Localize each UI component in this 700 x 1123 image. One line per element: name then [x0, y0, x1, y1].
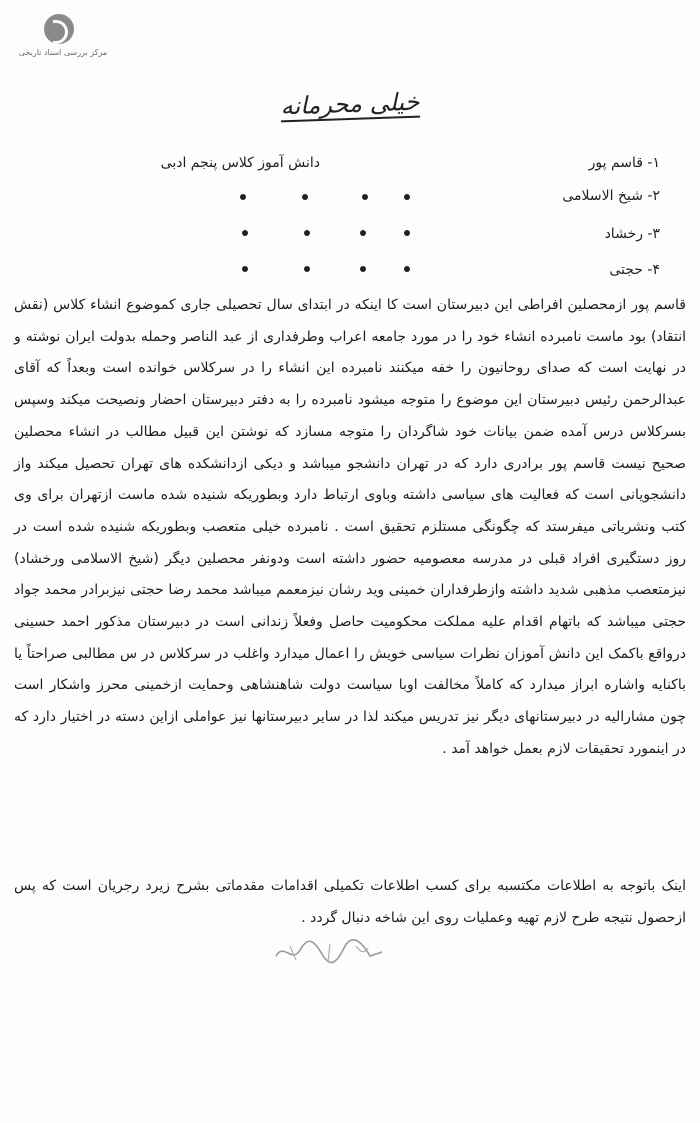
- ditto-mark: [404, 194, 410, 200]
- ditto-mark: [302, 194, 308, 200]
- archive-logo-text: مرکز بررسی اسناد تاریخی: [18, 48, 108, 57]
- report-paragraph-2: اینک باتوجه به اطلاعات مکتسبه برای کسب اطلاعات تکمیلی اقدامات مقدماتی بشرح زیرد رجریان است که پس ازحصول نتیجه طرح لازم تهیه وعملیات روی این شاخه دنبال گردد .: [14, 878, 686, 926]
- ditto-mark: [404, 230, 410, 236]
- archive-logo-icon: [44, 14, 74, 44]
- student-class-label: دانش آموز کلاس پنجم ادبی: [160, 155, 320, 171]
- signature-image: [270, 934, 390, 968]
- classification-heading: خیلی محرمانه: [280, 87, 420, 121]
- ditto-mark: [304, 230, 310, 236]
- ditto-mark: [242, 266, 248, 272]
- report-paragraph-1: قاسم پور ازمحصلین افراطی این دبیرستان است کا اینکه در ابتدای سال تحصیلی جاری کموضوع انشاء کلاس (نقش انتقاد) بود ماست نامبرده انشاء خود را در مورد جامعه اعراب وطرفداری از عبد الناصر وحمله بدولت ایران نوشته و در نهایت است که صدای روحانیون را خفه میکنند نامبرده این انشاء را در سرکلاس خوانده است وبعداً که آقای عبدالرحمن رئیس دبیرستان این موضوع را متوجه میشود نامبرده را به دفتر دبیرستان احضار ونصیحت میکند وسپس بسرکلاس درس آمده ضمن بیانات خود شاگردان را متوجه مسازد که نوشتن این قبیل مطالب در انشاء محصلین صحیح نیست قاسم پور برادری دارد که در تهران دانشجو میباشد و دیکی ازدانشکده های تهران تحصیل میکند واز دانشجویانی است که فعالیت های سیاسی داشته وباوی ارتباط دارد وبطوریکه شنیده شده ماست ازتهران برای وی کتب ونشریاتی میفرستد که چگونگی مستلزم تحقیق است . نامبرده خیلی متعصب وبطوریکه شنیده شده است در روز دستگیری افراد قبلی در مدرسه معصومیه حضور داشته است ودونفر محصلین دیگر (شیخ الاسلامی ورخشاد) نیزمتعصب مذهبی شدید داشته وازطرفداران خمینی وید رشان نیزمعمم میباشد محمد رضا حجتی نیزبرادر محمد جواد حجتی میباشد که باتهام اقدام علیه مملکت محکومیت حاصل وفعلاً زندانی است در دبیرستان مذکور احمد حسینی درواقع باکمک این دانش آموزان نظرات سیاسی خویش را اعمال میدارد واغلب در سرکلاس در س مطالبی صراحتاً یا باکنایه واشاره ابراز میدارد که کاملاً مخالفت اوبا سیاست دولت شاهنشاهی وحمایت ازخمینی محرز واشکار است چون مشارالیه در دبیرستانهای دیگر نیز تدریس میکند لذا در سایر دبیرستانها نیز عواملی ازاین دسته در اختیار دارد که در اینمورد تحقیقات لازم بعمل خواهد آمد .: [14, 297, 686, 757]
- ditto-mark: [404, 266, 410, 272]
- ditto-mark: [360, 230, 366, 236]
- student-name-1: ۱- قاسم پور: [588, 155, 660, 171]
- ditto-mark: [240, 194, 246, 200]
- archive-logo: [8, 6, 108, 62]
- student-name-4: ۴- حجتی: [609, 262, 660, 278]
- student-name-3: ۳- رخشاد: [604, 226, 660, 242]
- ditto-mark: [360, 266, 366, 272]
- ditto-mark: [362, 194, 368, 200]
- ditto-mark: [242, 230, 248, 236]
- ditto-mark: [304, 266, 310, 272]
- student-name-2: ۲- شیخ الاسلامی: [562, 188, 660, 204]
